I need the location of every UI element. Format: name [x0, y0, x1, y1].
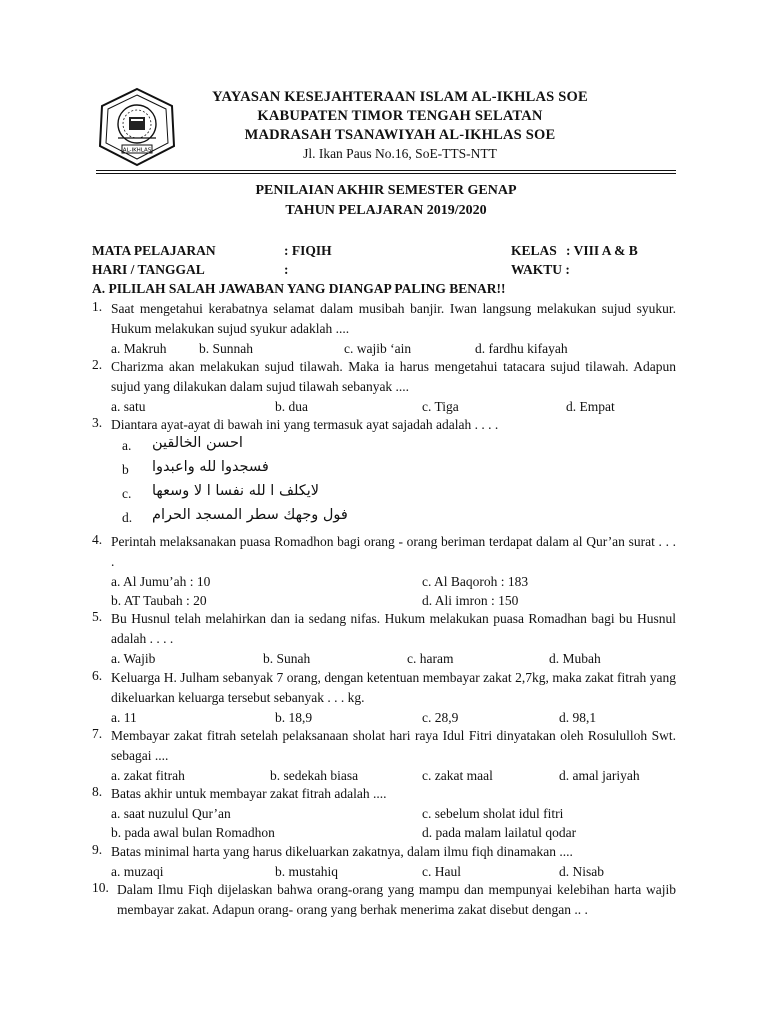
question-text: Batas akhir untuk membayar zakat fitrah adalah ....	[111, 786, 387, 801]
option-d: d. pada malam lailatul qodar	[422, 825, 577, 840]
question-text: Diantara ayat-ayat di bawah ini yang termasuk ayat sajadah adalah . . . .	[111, 417, 499, 432]
option-d: d. 98,1	[559, 710, 597, 725]
arabic-option-row	[92, 459, 676, 483]
day-date-label: HARI / TANGGAL	[92, 262, 205, 277]
foundation-name: YAYASAN KESEJAHTERAAN ISLAM AL-IKHLAS SOE	[212, 89, 588, 105]
question-item	[92, 532, 676, 610]
regency-name: KABUPATEN TIMOR TENGAH SELATAN	[257, 108, 543, 124]
option-b: b. mustahiq	[275, 864, 338, 879]
school-name: MADRASAH TSANAWIYAH AL-IKHLAS SOE	[244, 127, 556, 143]
question-number: 8.	[92, 784, 103, 799]
option-a: a. Wajib	[111, 651, 156, 666]
question-item	[92, 415, 676, 531]
arabic-option-row	[92, 507, 676, 531]
option-a: a. Al Jumu’ah : 10	[111, 574, 211, 589]
option-d: d. Empat	[566, 399, 615, 414]
option-d: d. Mubah	[549, 651, 601, 666]
question-item	[92, 357, 676, 416]
exam-title: PENILAIAN AKHIR SEMESTER GENAP	[255, 183, 517, 198]
option-a: a. zakat fitrah	[111, 768, 185, 783]
option-c: c. 28,9	[422, 710, 459, 725]
option-row	[92, 572, 676, 591]
option-c: c. haram	[407, 651, 454, 666]
question-text: Charizma akan melakukan sujud tilawah. Maka ia harus mengetahui tatacara sujud tilawah. Adapun sujud yang dilakukan dalam sujud tilawah sebanyak ....	[111, 359, 676, 394]
option-c: c. Tiga	[422, 399, 459, 414]
option-letter: b	[122, 462, 129, 477]
option-b: b. AT Taubah : 20	[111, 593, 207, 608]
class-value: : VIII A & B	[566, 243, 638, 258]
question-text: Dalam Ilmu Fiqh dijelaskan bahwa orang-orang yang mampu dan mempunyai kelebihan harta wajib membayar zakat. Adapun orang- orang yang berhak menerima zakat disebut dengan .. .	[117, 882, 676, 917]
option-b: b. dua	[275, 399, 308, 414]
option-arabic-verse: احسن الخالقين	[152, 435, 243, 451]
option-letter: a.	[122, 438, 132, 453]
day-date-value: :	[284, 262, 289, 277]
option-c: c. zakat maal	[422, 768, 493, 783]
option-a: a. muzaqi	[111, 864, 164, 879]
question-text: Bu Husnul telah melahirkan dan ia sedang nifas. Hukum melakukan puasa Romadhan bagi bu Husnul adalah . . . .	[111, 611, 676, 646]
question-number: 3.	[92, 415, 103, 430]
header-divider-thin	[96, 173, 676, 174]
question-item	[92, 726, 676, 785]
question-item	[92, 299, 676, 358]
option-a: a. saat nuzulul Qur’an	[111, 806, 231, 821]
school-emblem-logo	[96, 86, 178, 168]
exam-year: TAHUN PELAJARAN 2019/2020	[285, 203, 487, 218]
option-b: b. pada awal bulan Romadhon	[111, 825, 275, 840]
question-number: 4.	[92, 532, 103, 547]
subject-value: : FIQIH	[284, 243, 332, 258]
arabic-option-row	[92, 435, 676, 459]
question-item	[92, 880, 676, 920]
header-divider	[96, 170, 676, 171]
option-row	[92, 649, 676, 668]
option-d: d. amal jariyah	[559, 768, 640, 783]
arabic-option-row	[92, 483, 676, 507]
option-a: a. satu	[111, 399, 146, 414]
option-c: c. sebelum sholat idul fitri	[422, 806, 564, 821]
option-row	[92, 862, 676, 881]
option-c: c. wajib ‘ain	[344, 341, 412, 356]
question-item	[92, 784, 676, 842]
question-item	[92, 609, 676, 668]
school-address: Jl. Ikan Paus No.16, SoE-TTS-NTT	[303, 146, 497, 161]
option-c: c. Haul	[422, 864, 461, 879]
question-number: 10.	[92, 880, 109, 895]
option-a: a. 11	[111, 710, 137, 725]
option-b: b. sedekah biasa	[270, 768, 359, 783]
question-number: 2.	[92, 357, 103, 372]
option-letter: d.	[122, 510, 133, 525]
option-row	[92, 708, 676, 727]
question-number: 6.	[92, 668, 103, 683]
question-text: Perintah melaksanakan puasa Romadhon bagi orang - orang beriman terdapat dalam al Qur’an surat . . . .	[111, 534, 676, 569]
option-arabic-verse: فسجدوا لله واعبدوا	[152, 459, 269, 475]
question-item	[92, 668, 676, 727]
option-row	[92, 397, 676, 416]
question-text: Keluarga H. Julham sebanyak 7 orang, dengan ketentuan membayar zakat 2,7kg, maka zakat fitrah yang dikeluarkan keluarga tersebut sebanyak . . . kg.	[111, 670, 676, 705]
option-c: c. Al Baqoroh : 183	[422, 574, 529, 589]
option-arabic-verse: فول وجهك سطر المسجد الحرام	[152, 507, 348, 523]
option-row	[92, 804, 676, 823]
section-instruction: A. PILILAH SALAH JAWABAN YANG DIANGAP PALING BENAR!!	[92, 281, 506, 296]
time-label: WAKTU :	[511, 262, 570, 277]
option-a: a. Makruh	[111, 341, 167, 356]
option-row	[92, 591, 676, 610]
option-b: b. 18,9	[275, 710, 313, 725]
option-row	[92, 339, 676, 358]
option-row	[92, 766, 676, 785]
question-item	[92, 842, 676, 881]
question-number: 9.	[92, 842, 103, 857]
question-number: 5.	[92, 609, 103, 624]
question-number: 1.	[92, 299, 103, 314]
option-b: b. Sunnah	[199, 341, 253, 356]
subject-label: MATA PELAJARAN	[92, 243, 216, 258]
option-row	[92, 823, 676, 842]
option-d: d. Ali imron : 150	[422, 593, 519, 608]
question-number: 7.	[92, 726, 103, 741]
question-text: Membayar zakat fitrah setelah pelaksanaan sholat hari raya Idul Fitri dinyatakan oleh Rosululloh Swt. sebagai ....	[111, 728, 676, 763]
option-b: b. Sunah	[263, 651, 311, 666]
question-text: Saat mengetahui kerabatnya selamat dalam musibah banjir. Iwan langsung melakukan sujud syukur. Hukum melakukan sujud syukur adaklah ....	[111, 301, 676, 336]
emblem-caption: AL-IKHLAS	[122, 147, 152, 154]
option-d: d. fardhu kifayah	[475, 341, 568, 356]
question-text: Batas minimal harta yang harus dikeluarkan zakatnya, dalam ilmu fiqh dinamakan ....	[111, 844, 573, 859]
class-label: KELAS	[511, 243, 557, 258]
option-arabic-verse: لايكلف ا لله نفسا ا لا وسعها	[152, 483, 320, 499]
option-letter: c.	[122, 486, 132, 501]
option-d: d. Nisab	[559, 864, 604, 879]
